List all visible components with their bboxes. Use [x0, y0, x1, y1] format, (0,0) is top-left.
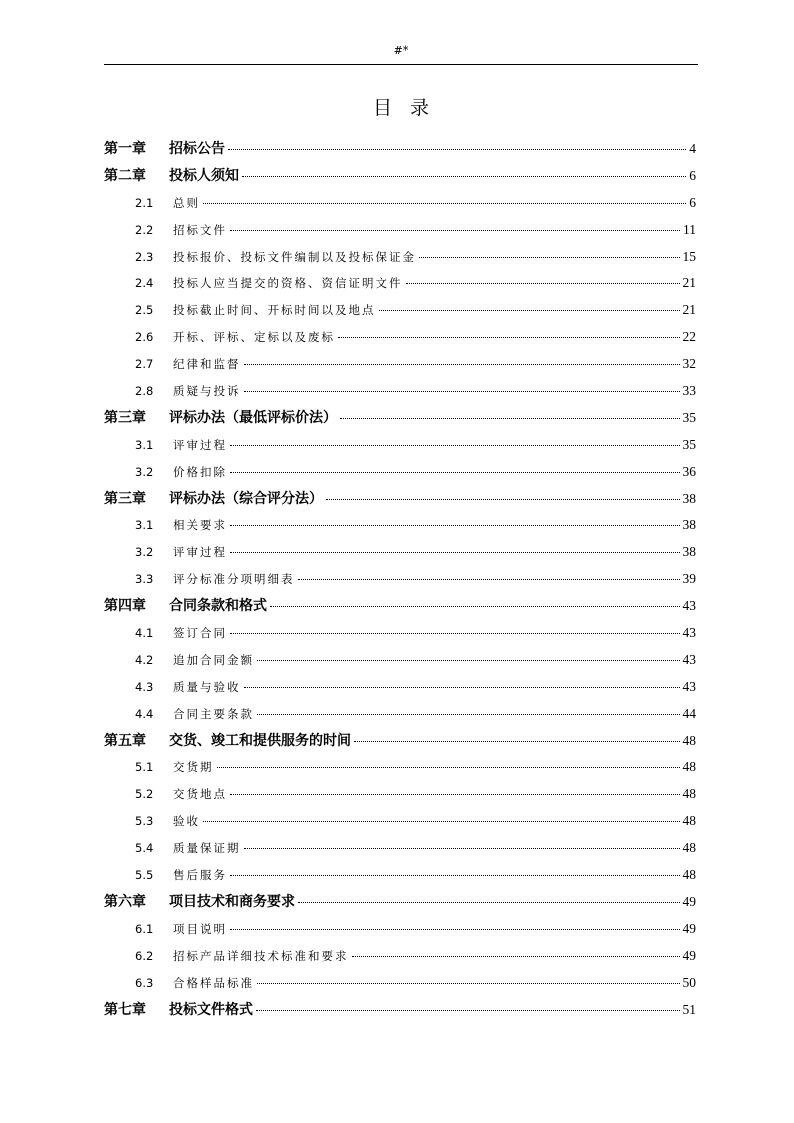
toc-dot-leader [203, 203, 686, 204]
toc-section-entry[interactable] [104, 378, 696, 405]
toc-entry-title: 合同主要条款 [173, 706, 254, 721]
toc-entry-page-number: 32 [682, 356, 696, 372]
toc-chapter-entry[interactable] [104, 889, 696, 916]
toc-section-entry[interactable] [104, 459, 696, 486]
toc-dot-leader [257, 983, 680, 984]
toc-entry-page-number: 38 [682, 490, 696, 506]
toc-dot-leader [242, 176, 686, 177]
toc-entry-number: 5.4 [135, 841, 154, 856]
header-divider [104, 64, 698, 65]
toc-chapter-entry[interactable] [104, 405, 696, 432]
toc-entry-page-number: 43 [682, 678, 696, 694]
toc-entry-number: 3.2 [135, 464, 154, 479]
toc-entry-page-number: 39 [682, 571, 696, 587]
toc-dot-leader [352, 956, 680, 957]
toc-dot-leader [257, 660, 680, 661]
toc-entry-number: 4.4 [135, 706, 154, 721]
toc-entry-page-number: 43 [682, 598, 696, 614]
toc-entry-number: 第一章 [104, 141, 146, 157]
toc-dot-leader [244, 391, 680, 392]
toc-entry-page-number: 33 [682, 383, 696, 399]
toc-dot-leader [379, 310, 680, 311]
toc-entry-title: 招标公告 [169, 141, 225, 157]
toc-entry-number: 6.1 [135, 921, 154, 936]
toc-entry-title: 投标文件格式 [169, 1001, 253, 1018]
toc-section-entry[interactable] [104, 674, 696, 701]
toc-dot-leader [244, 848, 680, 849]
toc-entry-number: 2.6 [135, 330, 154, 345]
toc-entry-page-number: 48 [682, 759, 696, 775]
toc-entry-page-number: 15 [682, 248, 696, 264]
toc-entry-title: 验收 [173, 814, 200, 829]
toc-dot-leader [256, 1010, 680, 1011]
toc-entry-page-number: 11 [683, 221, 696, 237]
toc-entry-title: 交货期 [173, 760, 214, 775]
toc-section-entry[interactable] [104, 351, 696, 378]
toc-entry-number: 第五章 [104, 732, 146, 749]
toc-entry-number: 第二章 [104, 167, 146, 184]
toc-entry-title: 投标截止时间、开标时间以及地点 [173, 303, 376, 318]
toc-entry-page-number: 6 [689, 194, 696, 210]
toc-entry-page-number: 6 [689, 167, 696, 183]
toc-entry-title: 评标办法（最低评标价法） [169, 409, 337, 426]
toc-entry-page-number: 49 [682, 920, 696, 936]
toc-entry-page-number: 48 [682, 732, 696, 748]
toc-section-entry[interactable] [104, 270, 696, 297]
toc-dot-leader [270, 606, 680, 607]
toc-entry-page-number: 49 [682, 947, 696, 963]
toc-entry-page-number: 43 [682, 651, 696, 667]
toc-entry-title: 签订合同 [173, 626, 227, 641]
toc-entry-title: 评分标准分项明细表 [173, 572, 295, 587]
toc-section-entry[interactable] [104, 862, 696, 889]
toc-dot-leader [230, 633, 680, 634]
toc-entry-title: 合同条款和格式 [169, 598, 267, 615]
toc-entry-title: 交货地点 [173, 787, 227, 802]
toc-entry-title: 价格扣除 [173, 464, 227, 479]
toc-entry-page-number: 4 [689, 141, 696, 156]
toc-entry-page-number: 21 [682, 302, 696, 318]
toc-entry-number: 3.2 [135, 545, 154, 560]
toc-section-entry[interactable] [104, 297, 696, 324]
toc-entry-page-number: 48 [682, 786, 696, 802]
toc-chapter-entry[interactable] [104, 136, 696, 163]
toc-entry-number: 5.1 [135, 760, 154, 775]
toc-entry-title: 招标文件 [173, 222, 227, 237]
toc-dot-leader [244, 364, 680, 365]
toc-entry-number: 6.3 [135, 975, 154, 990]
toc-entry-number: 4.2 [135, 652, 154, 667]
toc-entry-number: 2.5 [135, 303, 154, 318]
toc-entry-number: 2.4 [135, 276, 154, 291]
toc-entry-title: 评标办法（综合评分法） [169, 490, 323, 507]
toc-entry-number: 第三章 [104, 409, 146, 426]
toc-dot-leader [298, 579, 680, 580]
toc-dot-leader [230, 929, 680, 930]
toc-section-entry[interactable] [104, 916, 696, 943]
toc-dot-leader [230, 875, 680, 876]
toc-section-entry[interactable] [104, 943, 696, 970]
toc-dot-leader [230, 552, 680, 553]
toc-section-entry[interactable] [104, 566, 696, 593]
toc-chapter-entry[interactable] [104, 486, 696, 513]
toc-dot-leader [354, 741, 680, 742]
toc-section-entry[interactable] [104, 754, 696, 781]
toc-entry-title: 合格样品标准 [173, 975, 254, 990]
toc-section-entry[interactable] [104, 835, 696, 862]
toc-entry-title: 质量保证期 [173, 841, 241, 856]
toc-entry-number: 5.2 [135, 787, 154, 802]
toc-entry-number: 5.5 [135, 868, 154, 883]
toc-section-entry[interactable] [104, 647, 696, 674]
toc-section-entry[interactable] [104, 217, 696, 244]
toc-entry-number: 第四章 [104, 598, 146, 615]
toc-dot-leader [419, 257, 680, 258]
toc-entry-number: 6.2 [135, 948, 154, 963]
toc-section-entry[interactable] [104, 970, 696, 997]
toc-dot-leader [230, 445, 680, 446]
toc-entry-title: 投标人须知 [169, 167, 239, 184]
toc-dot-leader [230, 794, 680, 795]
toc-entry-page-number: 43 [682, 625, 696, 641]
toc-chapter-entry[interactable] [104, 997, 696, 1024]
toc-entry-number: 第三章 [104, 490, 146, 507]
toc-entry-title: 招标产品详细技术标准和要求 [173, 948, 349, 963]
toc-section-entry[interactable] [104, 244, 696, 271]
toc-entry-page-number: 22 [682, 329, 696, 345]
toc-entry-number: 3.1 [135, 437, 154, 452]
toc-entry-page-number: 38 [682, 517, 696, 533]
toc-title: 目录 [372, 97, 447, 119]
toc-entry-number: 2.3 [135, 249, 154, 264]
toc-dot-leader [230, 472, 680, 473]
toc-section-entry[interactable] [104, 808, 696, 835]
toc-entry-page-number: 48 [682, 840, 696, 856]
toc-entry-title: 投标人应当提交的资格、资信证明文件 [173, 276, 403, 291]
toc-entry-page-number: 48 [682, 813, 696, 829]
toc-dot-leader [326, 499, 680, 500]
toc-dot-leader [228, 149, 686, 150]
toc-entry-page-number: 36 [682, 463, 696, 479]
toc-section-entry[interactable] [104, 190, 696, 217]
toc-entry-number: 5.3 [135, 814, 154, 829]
toc-dot-leader [298, 902, 680, 903]
toc-entry-title: 总则 [173, 195, 200, 210]
toc-entry-number: 2.8 [135, 384, 154, 399]
toc-entry-title: 质疑与投诉 [173, 384, 241, 399]
toc-entry-number: 3.3 [135, 572, 154, 587]
toc-dot-leader [203, 821, 680, 822]
toc-dot-leader [406, 283, 680, 284]
toc-entry-page-number: 48 [682, 867, 696, 883]
toc-entry-number: 2.7 [135, 357, 154, 372]
toc-dot-leader [230, 525, 680, 526]
toc-entry-page-number: 21 [682, 275, 696, 291]
toc-dot-leader [338, 337, 680, 338]
toc-entry-number: 2.2 [135, 222, 154, 237]
toc-entry-number: 4.1 [135, 626, 154, 641]
toc-section-entry[interactable] [104, 701, 696, 728]
toc-section-entry[interactable] [104, 781, 696, 808]
toc-chapter-entry[interactable] [104, 593, 696, 620]
toc-dot-leader [217, 767, 680, 768]
toc-entry-title: 售后服务 [173, 868, 227, 883]
toc-entry-page-number: 35 [682, 409, 696, 425]
toc-entry-title: 交货、竣工和提供服务的时间 [169, 732, 351, 749]
toc-entry-page-number: 44 [682, 705, 696, 721]
toc-entry-page-number: 35 [682, 436, 696, 452]
toc-entry-number: 4.3 [135, 679, 154, 694]
toc-entry-page-number: 51 [682, 1001, 696, 1017]
toc-section-entry[interactable] [104, 512, 696, 539]
toc-section-entry[interactable] [104, 324, 696, 351]
toc-entry-number: 第七章 [104, 1001, 146, 1018]
toc-entry-title: 评审过程 [173, 437, 227, 452]
toc-entry-page-number: 38 [682, 544, 696, 560]
toc-dot-leader [230, 230, 680, 231]
toc-entry-title: 纪律和监督 [173, 357, 241, 372]
toc-entry-title: 追加合同金额 [173, 652, 254, 667]
toc-entry-title: 投标报价、投标文件编制以及投标保证金 [173, 249, 416, 264]
toc-section-entry[interactable] [104, 539, 696, 566]
toc-dot-leader [257, 714, 680, 715]
toc-chapter-entry[interactable] [104, 728, 696, 755]
toc-entry-number: 第六章 [104, 893, 146, 910]
toc-entry-title: 项目说明 [173, 921, 227, 936]
toc-section-entry[interactable] [104, 432, 696, 459]
toc-entry-title: 质量与验收 [173, 679, 241, 694]
toc-entry-title: 项目技术和商务要求 [169, 893, 295, 910]
toc-entry-number: 2.1 [135, 195, 154, 210]
toc-entry-title: 开标、评标、定标以及废标 [173, 330, 335, 345]
toc-entry-page-number: 49 [682, 893, 696, 909]
toc-section-entry[interactable] [104, 620, 696, 647]
toc-entry-number: 3.1 [135, 518, 154, 533]
toc-entry-page-number: 50 [682, 974, 696, 990]
toc-entry-title: 相关要求 [173, 518, 227, 533]
toc-dot-leader [244, 687, 680, 688]
toc-entry-title: 评审过程 [173, 545, 227, 560]
page-header-mark: #* [393, 44, 409, 57]
table-of-contents [104, 136, 696, 1023]
toc-chapter-entry[interactable] [104, 163, 696, 190]
toc-dot-leader [340, 418, 680, 419]
